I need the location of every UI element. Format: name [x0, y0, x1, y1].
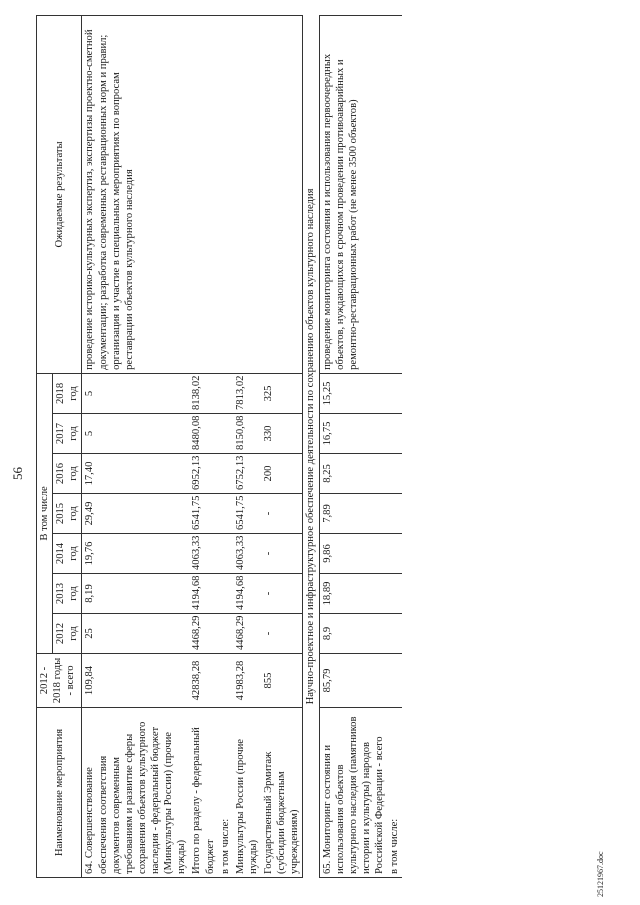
itogo-total: 42838,28: [189, 654, 217, 708]
minkult-total: 41983,28: [233, 654, 261, 708]
col-header-2012: 2012 год: [53, 614, 82, 654]
ermitazh-total: 855: [261, 654, 303, 708]
section-title-row: [303, 15, 319, 877]
ermitazh-2014: -: [261, 534, 303, 574]
col-header-name: Наименование мероприятия: [37, 708, 82, 878]
row-65-result: проведение мониторинга состояния и использования первоочередных объектов, нуждающихся в срочном проведении противоаварийных и ремонтно-реставрационных работ (не менее 3500 объектов): [319, 15, 387, 373]
row-64-2016: 17,40: [82, 454, 190, 494]
col-header-2017: 2017 год: [53, 414, 82, 454]
ermitazh-2013: -: [261, 574, 303, 614]
row-65-total: 85,79: [319, 654, 387, 708]
itogo-2017: 8480,08: [189, 414, 217, 454]
row-64-total: 109,84: [82, 654, 190, 708]
row-65-2017: 16,75: [319, 414, 387, 454]
row-64-2013: 8,19: [82, 574, 190, 614]
minkult-name: Минкультуры России (прочие нужды): [233, 708, 261, 878]
col-header-2015: 2015 год: [53, 494, 82, 534]
row-64-2017: 5: [82, 414, 190, 454]
table-row-minkult: [233, 15, 261, 877]
table-row-itogo: [189, 15, 217, 877]
minkult-2018: 7813,02: [233, 373, 261, 413]
row-64-2012: 25: [82, 614, 190, 654]
including-label: в том числе:: [218, 708, 233, 878]
row-64-result: проведение историко-культурных экспертиз, экспертизы проектно-сметной документации; разработка современных реставрационных норм и правил; организация и участие в специальных мероприятиях по вопросам реставрации объектов культурного наследия: [82, 15, 190, 373]
table-row-65-sub: [387, 15, 402, 877]
table-row-ermitazh: [261, 15, 303, 877]
row-65-name: 65. Мониторинг состояния и использования объектов культурного наследия (памятников истории и культуры) народов Российской Федерации - всего: [319, 708, 387, 878]
row-65-2015: 7,89: [319, 494, 387, 534]
col-header-2016: 2016 год: [53, 454, 82, 494]
table-row-subhead: [218, 15, 233, 877]
budget-table: [36, 15, 402, 878]
table-row-65: [319, 15, 387, 877]
header-row-1: [37, 15, 53, 877]
itogo-2015: 6541,75: [189, 494, 217, 534]
table-row-64: [82, 15, 190, 877]
ermitazh-2012: -: [261, 614, 303, 654]
col-header-total: 2012 - 2018 годы - всего: [37, 654, 82, 708]
ermitazh-2015: -: [261, 494, 303, 534]
itogo-2014: 4063,33: [189, 534, 217, 574]
itogo-2012: 4468,29: [189, 614, 217, 654]
minkult-2015: 6541,75: [233, 494, 261, 534]
row-65-including: в том числе:: [387, 708, 402, 878]
col-header-2018: 2018 год: [53, 373, 82, 413]
row-64-2014: 19,76: [82, 534, 190, 574]
section-title: Научно-проектное и инфраструктурное обеспечение деятельности по сохранению объектов культурного наследия: [305, 188, 317, 705]
itogo-result: [189, 15, 217, 373]
itogo-2018: 8138,02: [189, 373, 217, 413]
ermitazh-2017: 330: [261, 414, 303, 454]
row-65-2018: 15,25: [319, 373, 387, 413]
itogo-name: Итого по разделу - федеральный бюджет: [189, 708, 217, 878]
itogo-2016: 6952,13: [189, 454, 217, 494]
minkult-2017: 8150,08: [233, 414, 261, 454]
col-header-2014: 2014 год: [53, 534, 82, 574]
minkult-2012: 4468,29: [233, 614, 261, 654]
minkult-2016: 6752,13: [233, 454, 261, 494]
row-64-2015: 29,49: [82, 494, 190, 534]
row-64-name: 64. Совершенствование обеспечения соответствия документов современным требованиям и развитие сферы сохранения объектов культурного наследия - федеральный бюджет (Минкультуры России) (прочие нужды): [82, 708, 190, 878]
col-header-including: В том числе: [37, 373, 53, 653]
row-65-2014: 9,86: [319, 534, 387, 574]
page-number: 56: [10, 467, 25, 480]
row-65-2013: 18,89: [319, 574, 387, 614]
col-header-results: Ожидаемые результаты: [37, 15, 82, 373]
ermitazh-name: Государственный Эрмитаж (субсидии бюджетным учреждениям): [261, 708, 303, 878]
row-65-2016: 8,25: [319, 454, 387, 494]
col-header-2013: 2013 год: [53, 574, 82, 614]
minkult-2013: 4194,68: [233, 574, 261, 614]
row-65-2012: 8,9: [319, 614, 387, 654]
row-64-2018: 5: [82, 373, 190, 413]
minkult-2014: 4063,33: [233, 534, 261, 574]
ermitazh-2016: 200: [261, 454, 303, 494]
itogo-2013: 4194,68: [189, 574, 217, 614]
ermitazh-2018: 325: [261, 373, 303, 413]
footer-doc-id: 25121967.doc: [596, 851, 605, 897]
